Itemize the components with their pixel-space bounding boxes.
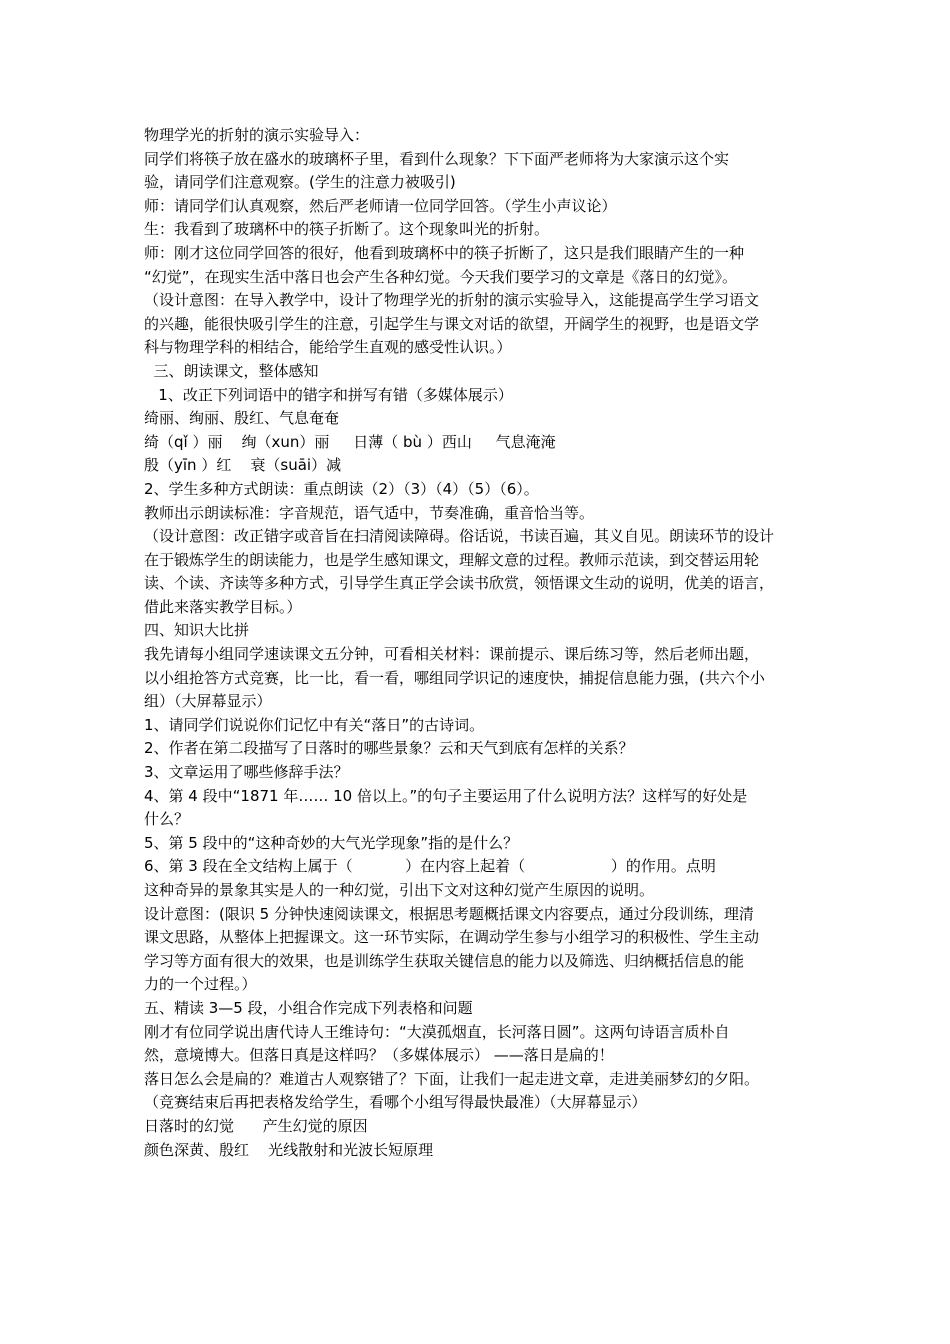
- text-line: 绮（qǐ ）丽 绚（xun）丽 日薄（ bù ）西山 气息淹淹: [144, 432, 556, 451]
- text-line: 绮丽、绚丽、殷红、气息奄奄: [144, 409, 340, 428]
- text-line: 师：请同学们认真观察，然后严老师请一位同学回答。（学生小声议论）: [144, 196, 617, 215]
- text-line: 5、第 5 段中的“这种奇妙的大气光学现象”指的是什么？: [144, 833, 519, 852]
- text-line: 力的一个过程。）: [144, 975, 257, 994]
- text-line: 读、个读、齐读等多种方式，引导学生真正学会读书欣赏，领悟课文生动的说明，优美的语言，: [144, 574, 775, 593]
- text-line: 2、作者在第二段描写了日落时的哪些景象？云和天气到底有怎样的关系？: [144, 739, 634, 758]
- text-line: 落日怎么会是扁的？难道古人观察错了？下面，让我们一起走进文章，走进美丽梦幻的夕阳。: [144, 1069, 760, 1088]
- text-line: 四、知识大比拼: [144, 621, 250, 640]
- text-line: 这种奇异的景象其实是人的一种幻觉，引出下文对这种幻觉产生原因的说明。: [144, 881, 655, 899]
- text-line: 师：刚才这位同学回答的很好，他看到玻璃杯中的筷子折断了，这只是我们眼睛产生的一种: [144, 243, 745, 262]
- document-body: [144, 124, 824, 1162]
- text-line: 刚才有位同学说出唐代诗人王维诗句：“大漠孤烟直，长河落日圆”。这两句诗语言质朴自: [144, 1022, 730, 1041]
- text-line: （竞赛结束后再把表格发给学生，看哪个小组写得最快最准）（大屏幕显示）: [144, 1093, 647, 1112]
- text-line: 2、学生多种方式朗读：重点朗读（2）（3）（4）（5）（6）。: [144, 479, 539, 498]
- text-line: 教师出示朗读标准：字音规范，语气适中，节奏准确，重音恰当等。: [144, 503, 595, 522]
- text-line: 科与物理学科的相结合，能给学生直观的感受性认识。）: [144, 338, 512, 357]
- text-line: 同学们将筷子放在盛水的玻璃杯子里，看到什么现象？下下面严老师将为大家演示这个实: [144, 149, 730, 168]
- text-line: 6、第 3 段在全文结构上属于（ ）在内容上起着（ ）的作用。点明: [144, 857, 716, 876]
- text-line: 然，意境博大。但落日真是这样吗？（多媒体展示） ——落日是扁的！: [144, 1046, 614, 1065]
- text-line: 三、朗读课文，整体感知: [144, 361, 319, 380]
- text-line: 我先请每小组同学速读课文五分钟，可看相关材料：课前提示、课后练习等，然后老师出题，: [144, 645, 760, 664]
- text-line: 3、文章运用了哪些修辞手法？: [144, 763, 349, 782]
- text-line: 颜色深黄、殷红 光线散射和光波长短原理: [144, 1140, 434, 1159]
- text-line: 学习等方面有很大的效果，也是训练学生获取关键信息的能力以及筛选、归纳概括信息的能: [144, 951, 745, 970]
- text-line: 五、精读 3—5 段，小组合作完成下列表格和问题: [144, 998, 473, 1017]
- text-line: 组）（大屏幕显示）: [144, 692, 272, 711]
- text-line: 日落时的幻觉 产生幻觉的原因: [144, 1116, 368, 1135]
- text-line: 1、改正下列词语中的错字和拼写有错（多媒体展示）: [144, 385, 513, 404]
- text-line: 殷（yīn ）红 衰（suāi）减: [144, 456, 342, 475]
- text-line: “幻觉”，在现实生活中落日也会产生各种幻觉。今天我们要学习的文章是《落日的幻觉》。: [144, 267, 738, 286]
- text-line: 1、请同学们说说你们记忆中有关“落日”的古诗词。: [144, 715, 485, 734]
- text-line: 在于锻炼学生的朗读能力，也是学生感知课文，理解文意的过程。教师示范读，到交替运用轮: [144, 550, 760, 569]
- text-line: 设计意图：(限识 5 分钟快速阅读课文，根据思考题概括课文内容要点，通过分段训练，理清: [144, 904, 754, 923]
- text-line: 生：我看到了玻璃杯中的筷子折断了。这个现象叫光的折射。: [144, 220, 550, 239]
- text-line: 物理学光的折射的演示实验导入：: [144, 126, 370, 144]
- text-line: 4、第 4 段中“1871 年…… 10 倍以上。”的句子主要运用了什么说明方法？这样写的好处是: [144, 786, 748, 805]
- text-line: 以小组抢答方式竞赛，比一比，看一看，哪组同学识记的速度快，捕捉信息能力强，(共六个小: [144, 668, 765, 687]
- text-line: （设计意图：改正错字或音旨在扫清阅读障碍。俗话说，书读百遍，其义自见。朗读环节的设计: [144, 527, 775, 546]
- text-line: （设计意图：在导入教学中，设计了物理学光的折射的演示实验导入，这能提高学生学习语文: [144, 291, 760, 310]
- text-line: 什么？: [144, 810, 190, 829]
- text-line: 课文思路，从整体上把握课文。这一环节实际，在调动学生参与小组学习的积极性、学生主动: [144, 928, 760, 947]
- text-line: 的兴趣，能很快吸引学生的注意，引起学生与课文对话的欲望，开阔学生的视野，也是语文学: [144, 314, 760, 333]
- text-line: 借此来落实教学目标。）: [144, 597, 302, 616]
- text-line: 验，请同学们注意观察。(学生的注意力被吸引): [144, 173, 456, 192]
